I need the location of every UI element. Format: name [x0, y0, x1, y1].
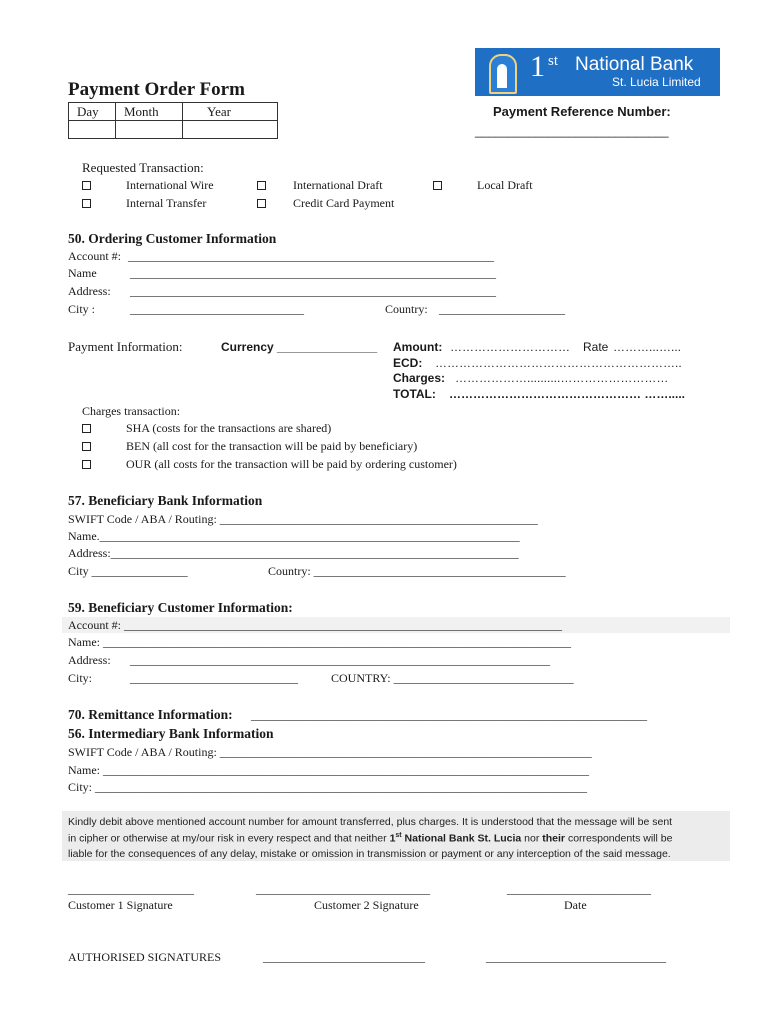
ordering-city-input[interactable]: _____________________________	[130, 302, 304, 316]
day-header: Day	[69, 103, 116, 121]
beneficiary-bank-heading: 57. Beneficiary Bank Information	[68, 493, 263, 508]
charges-label: Charges:	[393, 371, 446, 385]
remittance-input[interactable]: __________________________________________________________________	[251, 708, 647, 722]
beneficiary-bank-city-input[interactable]: City ________________	[68, 564, 188, 578]
customer1-signature-label: Customer 1 Signature	[68, 898, 173, 912]
payment-info-label: Payment Information:	[68, 339, 183, 354]
ordering-country-input[interactable]: _____________________	[439, 302, 565, 316]
requested-transaction-label: Requested Transaction:	[82, 160, 204, 175]
ordering-address-label: Address:	[68, 284, 111, 298]
beneficiary-customer-heading: 59. Beneficiary Customer Information:	[68, 600, 293, 615]
beneficiary-city-input[interactable]: ____________________________	[130, 671, 298, 685]
authorised-signature-line-2[interactable]: ______________________________	[486, 950, 666, 964]
beneficiary-bank-name-input[interactable]: Name.______________________________________________________________________	[68, 529, 520, 543]
payment-ref-input[interactable]: _____________________________	[475, 124, 669, 138]
notice-line-3: liable for the consequences of any delay, mistake or omission in transmission or payment or any interception of the said message.	[68, 848, 671, 860]
total-label: TOTAL:	[393, 387, 436, 401]
local-draft-checkbox[interactable]	[433, 181, 442, 190]
credit-card-payment-checkbox[interactable]	[257, 199, 266, 208]
authorised-signature-line-1[interactable]: ___________________________	[263, 950, 425, 964]
beneficiary-bank-country-input[interactable]: Country: __________________________________________	[268, 564, 566, 578]
international-draft-label: International Draft	[293, 178, 383, 192]
international-wire-label: International Wire	[126, 178, 214, 192]
notice-line-2: in cipher or otherwise at my/our risk in every respect and that neither 1st National Bank St. Lucia nor their correspondents will be	[68, 832, 673, 845]
intermediary-swift-input[interactable]: SWIFT Code / ABA / Routing: ______________________________________________________________	[68, 745, 592, 759]
month-header: Month	[116, 103, 183, 121]
ordering-city-label: City :	[68, 302, 96, 316]
authorised-signatures-label: AUTHORISED SIGNATURES	[68, 950, 222, 964]
intermediary-city-input[interactable]: City: __________________________________________________________________________________	[68, 780, 588, 794]
charges-input[interactable]: ………………..........………………………	[455, 371, 669, 385]
ordering-country-label: Country:	[385, 302, 428, 316]
notice-line-1: Kindly debit above mentioned account number for amount transferred, plus charges. It is understood that the message will be sent	[68, 816, 673, 828]
logo-ordinal-suffix: st	[548, 53, 559, 69]
beneficiary-address-label: Address:	[68, 653, 111, 667]
year-header: Year	[183, 103, 278, 121]
intermediary-bank-heading: 56. Intermediary Bank Information	[68, 726, 274, 741]
amount-input[interactable]: …………………………	[450, 340, 570, 354]
ordering-account-input[interactable]: _____________________________________________________________	[128, 249, 494, 263]
beneficiary-bank-swift-input[interactable]: SWIFT Code / ABA / Routing: _____________________________________________________	[68, 512, 538, 526]
total-input[interactable]: ………………………………………… …….....	[449, 387, 686, 401]
rate-label: Rate	[583, 340, 609, 354]
ben-checkbox[interactable]	[82, 442, 91, 451]
ecd-input[interactable]: ……………………………………………………..	[435, 356, 682, 370]
beneficiary-bank-address-input[interactable]: Address:____________________________________________________________________	[68, 546, 519, 560]
remittance-heading: 70. Remittance Information:	[68, 707, 233, 722]
international-draft-checkbox[interactable]	[257, 181, 266, 190]
date-signature-line[interactable]: ________________________	[507, 882, 651, 896]
ben-label: BEN (all cost for the transaction will be paid by beneficiary)	[126, 439, 418, 453]
day-input[interactable]	[69, 121, 116, 139]
beneficiary-address-input[interactable]: ______________________________________________________________________	[130, 653, 550, 667]
date-label: Date	[564, 898, 587, 912]
beneficiary-name-input[interactable]: Name: ______________________________________________________________________________	[68, 635, 571, 649]
ecd-label: ECD:	[393, 356, 423, 370]
internal-transfer-label: Internal Transfer	[126, 196, 207, 210]
ordering-name-label: Name	[68, 266, 97, 280]
bank-logo	[475, 48, 720, 96]
payment-ref-label: Payment Reference Number:	[493, 104, 671, 119]
sha-checkbox[interactable]	[82, 424, 91, 433]
year-input[interactable]	[183, 121, 278, 139]
credit-card-payment-label: Credit Card Payment	[293, 196, 395, 210]
beneficiary-account-input[interactable]: Account #: _________________________________________________________________________	[68, 618, 562, 632]
beneficiary-country-input[interactable]: COUNTRY: ______________________________	[331, 671, 574, 685]
our-label: OUR (all costs for the transaction will be paid by ordering customer)	[126, 457, 457, 471]
customer1-signature-line[interactable]: _____________________	[68, 882, 194, 896]
ordering-customer-heading: 50. Ordering Customer Information	[68, 231, 277, 246]
intermediary-name-input[interactable]: Name: _________________________________________________________________________________	[68, 763, 589, 777]
international-wire-checkbox[interactable]	[82, 181, 91, 190]
logo-ordinal: 1	[530, 50, 545, 83]
currency-field[interactable]: Currency _______________	[221, 340, 378, 354]
rate-input[interactable]: ………...…...	[613, 340, 682, 354]
our-checkbox[interactable]	[82, 460, 91, 469]
charges-transaction-label: Charges transaction:	[82, 404, 181, 418]
ordering-name-input[interactable]: _____________________________________________________________	[130, 266, 496, 280]
ordering-address-input[interactable]: _____________________________________________________________	[130, 284, 496, 298]
logo-bank-name: National Bank	[575, 54, 694, 75]
date-table	[68, 102, 278, 139]
page-title: Payment Order Form	[68, 79, 245, 100]
customer2-signature-line[interactable]: _____________________________	[256, 882, 430, 896]
logo-subtitle: St. Lucia Limited	[612, 75, 701, 89]
local-draft-label: Local Draft	[477, 178, 533, 192]
disclaimer-notice	[62, 811, 730, 861]
door-emblem-icon	[489, 54, 517, 94]
beneficiary-city-label: City:	[68, 671, 93, 685]
customer2-signature-label: Customer 2 Signature	[314, 898, 419, 912]
internal-transfer-checkbox[interactable]	[82, 199, 91, 208]
ordering-account-label: Account #:	[68, 249, 121, 263]
month-input[interactable]	[116, 121, 183, 139]
amount-label: Amount:	[393, 340, 443, 354]
sha-label: SHA (costs for the transactions are shared)	[126, 421, 332, 435]
